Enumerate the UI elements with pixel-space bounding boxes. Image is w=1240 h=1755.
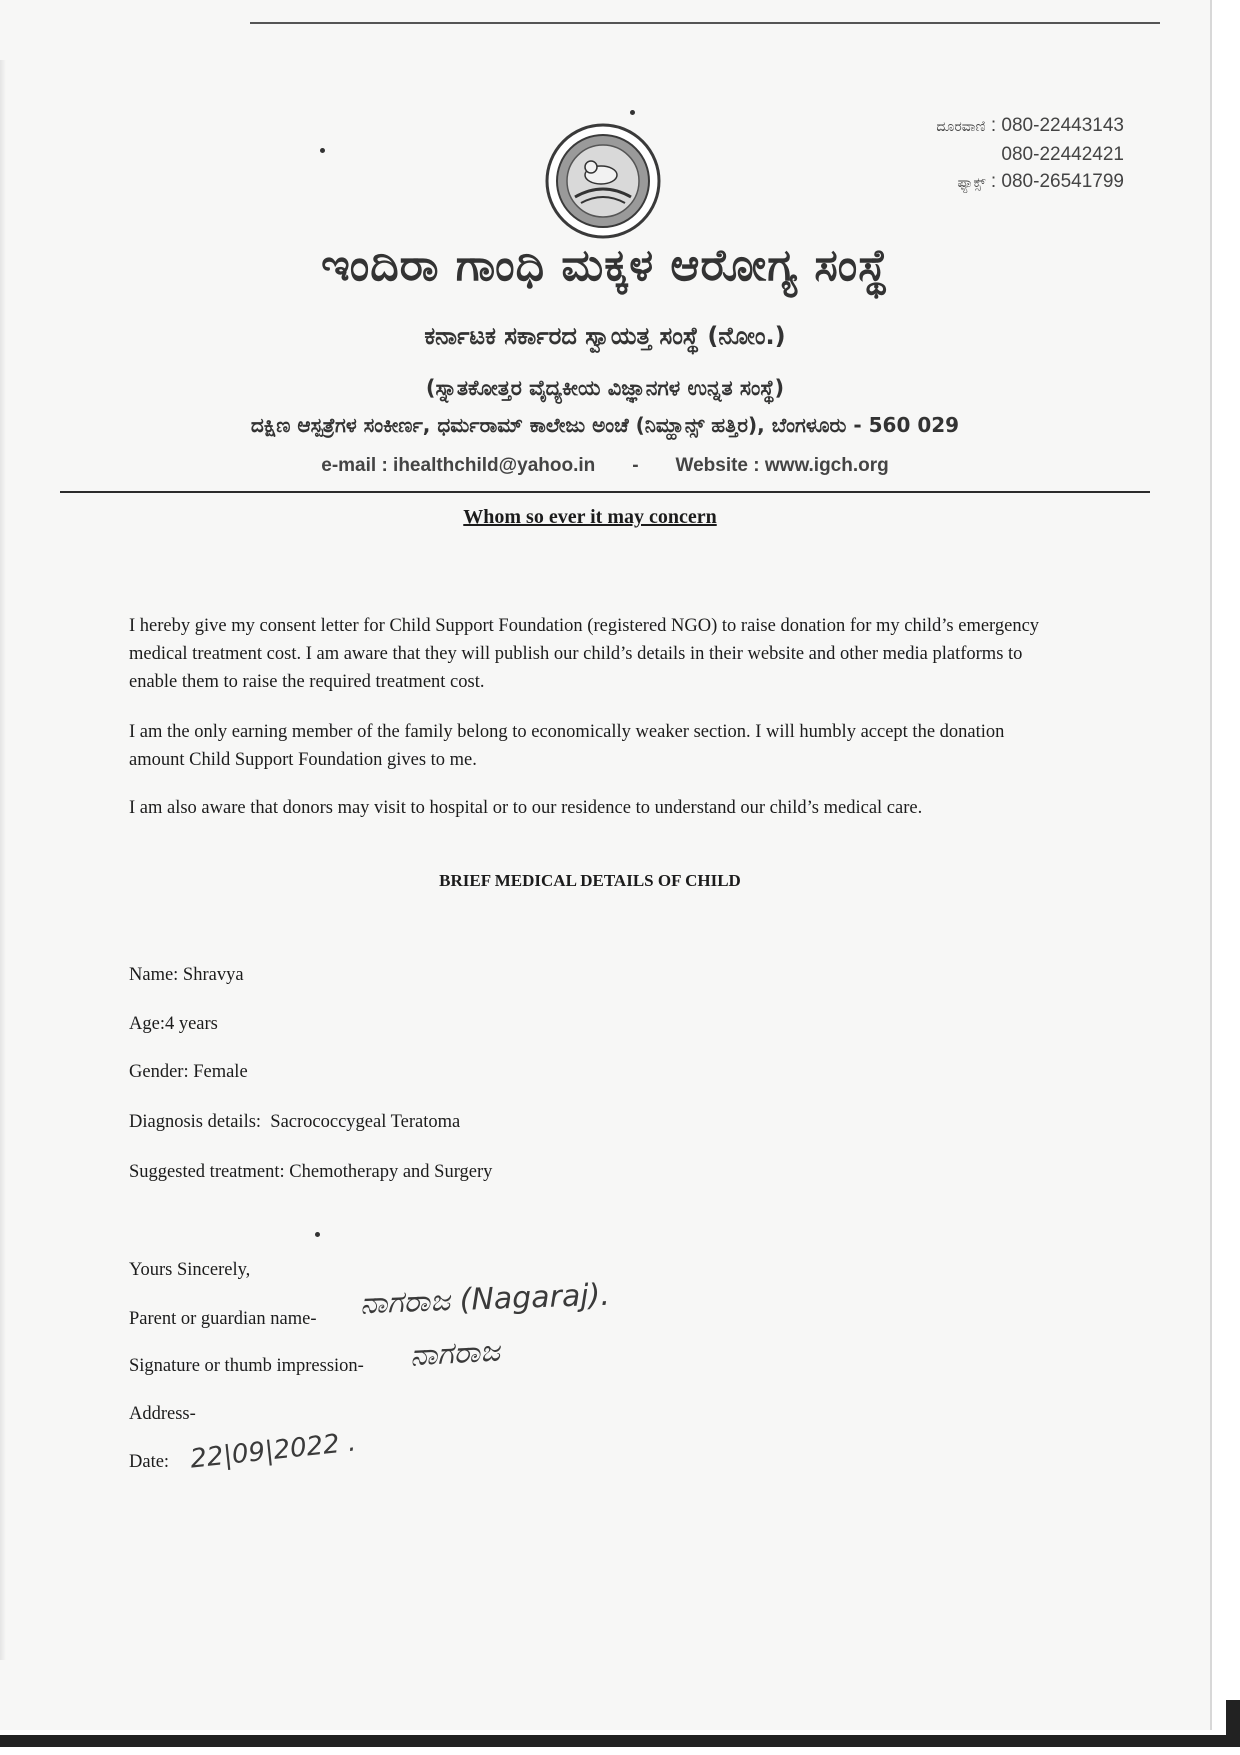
scan-border-right	[1226, 1700, 1240, 1735]
suggested-treatment: Suggested treatment: Chemotherapy and Surgery	[129, 1162, 493, 1182]
phone-label: ದೂರವಾಣಿ	[936, 119, 986, 135]
child-gender: Gender: Female	[129, 1062, 248, 1082]
email-text: e-mail : ihealthchild@yahoo.in	[321, 455, 596, 476]
scan-shadow	[0, 60, 6, 1660]
date-label: Date:	[129, 1452, 170, 1472]
subtitle-kannada: ಕರ್ನಾಟಕ ಸರ್ಕಾರದ ಸ್ವಾಯತ್ತ ಸಂಸ್ಥೆ (ನೋಂ.)	[424, 322, 786, 350]
closing: Yours Sincerely,	[129, 1260, 251, 1280]
handwritten-parent-name: ನಾಗರಾಜ (Nagaraj).	[359, 1277, 611, 1322]
contact-numbers: ದೂರವಾಣಿ : 080-22443143 080-22442421 ಫ್ಯಾಕ್ಸ್ : 080-26541799	[936, 115, 1124, 192]
consent-paragraph-2: I am the only earning member of the family belong to economically weaker section. I will humbly accept the donation amount Child Support Foundation gives to me.	[129, 722, 1005, 770]
signature-label: Signature or thumb impression-	[129, 1356, 364, 1376]
diagnosis-details: Diagnosis details: Sacrococcygeal Teratoma	[129, 1112, 461, 1132]
letterhead-divider	[60, 491, 1150, 493]
medical-details-heading: BRIEF MEDICAL DETAILS OF CHILD	[439, 871, 741, 890]
email-website-line	[60, 455, 1150, 477]
scan-edge	[250, 22, 1160, 24]
scan-speck	[630, 110, 635, 115]
consent-paragraph-1: I hereby give my consent letter for Child Support Foundation (registered NGO) to raise donation for my child’s emergency medical treatment cost. I am aware that they will publish our child’s details in their website and other media platforms to enable them to raise the required treatment cost.	[129, 616, 1040, 692]
website-text: Website : www.igch.org	[675, 455, 889, 476]
child-age: Age:4 years	[129, 1014, 218, 1034]
institute-logo-seal	[545, 123, 661, 239]
scan-border-bottom	[0, 1735, 1240, 1747]
handwritten-signature: ನಾಗರಾಜ	[409, 1333, 501, 1374]
scan-speck	[320, 148, 325, 153]
separator: -	[632, 455, 639, 476]
phone-number-1: 080-22443143	[1001, 115, 1124, 136]
phone-number-2: 080-22442421	[1001, 144, 1124, 165]
address-kannada: ದಕ್ಷಿಣ ಆಸ್ಪತ್ರೆಗಳ ಸಂಕೀರ್ಣ, ಧರ್ಮರಾಮ್ ಕಾಲೇಜು ಅಂಚೆ (ನಿಮ್ಹಾನ್ಸ್ ಹತ್ತಿರ), ಬೆಂಗಳೂರು - 560 029	[250, 413, 960, 437]
fax-label: ಫ್ಯಾಕ್ಸ್	[957, 175, 986, 191]
scan-speck	[315, 1232, 320, 1237]
parent-name-label: Parent or guardian name-	[129, 1309, 317, 1329]
child-name: Name: Shravya	[129, 965, 244, 985]
institute-name-kannada: ಇಂದಿರಾ ಗಾಂಧಿ ಮಕ್ಕಳ ಆರೋಗ್ಯ ಸಂಸ್ಥೆ	[321, 240, 889, 291]
letter-heading: Whom so ever it may concern	[463, 506, 717, 528]
handwritten-date: 22|09|2022 .	[188, 1427, 358, 1475]
fax-number: 080-26541799	[1001, 171, 1124, 192]
subtitle2-kannada: (ಸ್ನಾತಕೋತ್ತರ ವೈದ್ಯಕೀಯ ವಿಜ್ಞಾನಗಳ ಉನ್ನತ ಸಂಸ್ಥೆ)	[425, 376, 785, 400]
consent-paragraph-3: I am also aware that donors may visit to hospital or to our residence to understand our child’s medical care.	[129, 798, 923, 818]
address-label: Address-	[129, 1404, 196, 1424]
